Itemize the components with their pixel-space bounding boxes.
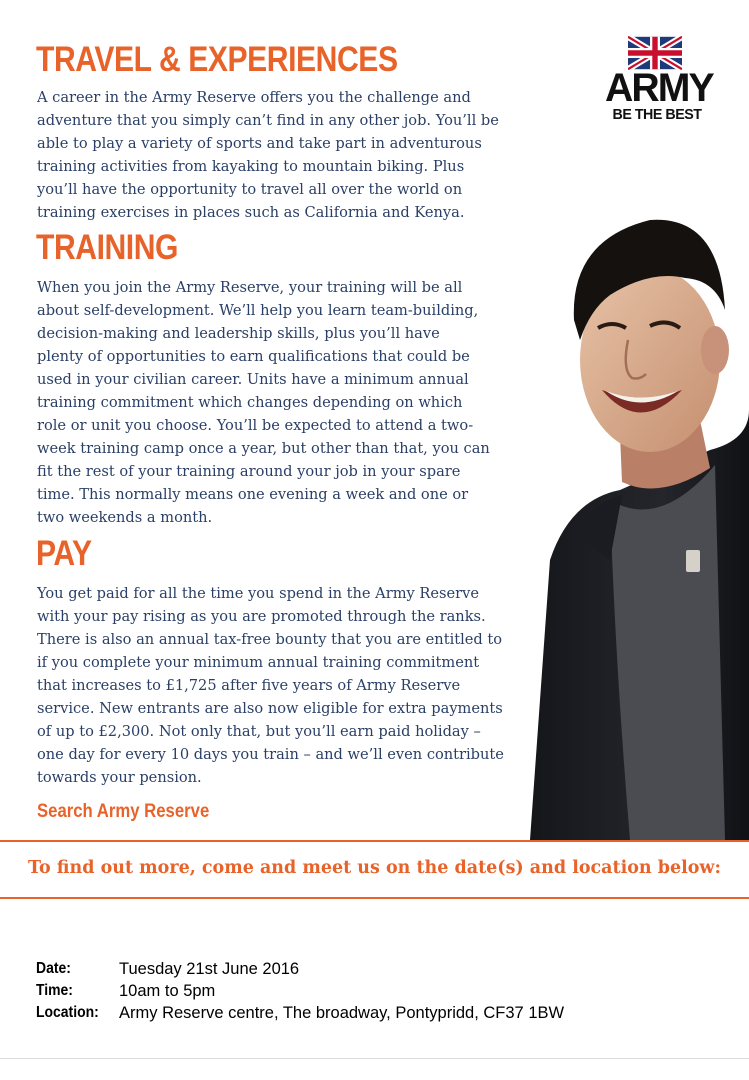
union-flag-icon (628, 36, 682, 70)
page-edge-line (0, 1058, 749, 1059)
text-line: service. New entrants are also now eligible for extra payments (37, 700, 503, 717)
text-line: training exercises in places such as California and Kenya. (37, 204, 465, 221)
text-line: able to play a variety of sports and take part in adventurous (37, 135, 482, 152)
text-line: You get paid for all the time you spend in the Army Reserve (37, 585, 480, 602)
search-army-reserve-callout: Search Army Reserve (37, 801, 210, 822)
logo-tagline: BE THE BEST (612, 106, 702, 123)
text-line: training commitment which changes depending on which (37, 394, 463, 411)
time-value: 10am to 5pm (119, 982, 216, 1000)
find-out-more-banner: To find out more, come and meet us on the date(s) and location below: (28, 858, 721, 878)
heading-travel-experiences: TRAVEL & EXPERIENCES (36, 40, 398, 79)
text-line: adventure that you simply can’t find in any other job. You’ll be (37, 112, 499, 129)
heading-pay: PAY (36, 534, 92, 573)
location-label: Location: (36, 1004, 99, 1021)
text-line: two weekends a month. (37, 509, 213, 526)
location-value: Army Reserve centre, The broadway, Pontypridd, CF37 1BW (119, 1004, 565, 1022)
logo-wordmark: ARMY (605, 66, 713, 110)
text-line: towards your pension. (37, 769, 202, 786)
army-logo (604, 36, 714, 126)
text-line: one day for every 10 days you train – and we’ll even contribute (37, 746, 504, 763)
text-line: used in your civilian career. Units have a minimum annual (37, 371, 469, 388)
recruit-photo (510, 200, 749, 840)
text-line: training activities from kayaking to mountain biking. Plus (37, 158, 465, 175)
text-line: of up to £2,300. Not only that, but you’ll earn paid holiday – (37, 723, 481, 740)
text-line: if you complete your minimum annual training commitment (37, 654, 480, 671)
text-line: role or unit you choose. You’ll be expected to attend a two- (37, 417, 474, 434)
date-value: Tuesday 21st June 2016 (119, 960, 300, 978)
text-line: week training camp once a year, but other than that, you can (37, 440, 490, 457)
paragraph-pay (37, 582, 504, 789)
paragraph-travel (37, 86, 499, 224)
text-line: There is also an annual tax-free bounty that you are entitled to (37, 631, 503, 648)
text-line: you’ll have the opportunity to travel all over the world on (37, 181, 463, 198)
text-line: plenty of opportunities to earn qualifications that could be (37, 348, 470, 365)
text-line: When you join the Army Reserve, your training will be all (37, 279, 463, 296)
text-line: about self-development. We’ll help you learn team-building, (37, 302, 479, 319)
paragraph-training (37, 276, 490, 529)
text-line: A career in the Army Reserve offers you the challenge and (37, 89, 471, 106)
date-label: Date: (36, 960, 71, 977)
time-label: Time: (36, 982, 73, 999)
text-line: decision-making and leadership skills, plus you’ll have (37, 325, 440, 342)
text-line: with your pay rising as you are promoted through the ranks. (37, 608, 486, 625)
heading-training: TRAINING (36, 228, 179, 267)
text-line: time. This normally means one evening a week and one or (37, 486, 469, 503)
divider-line (0, 840, 749, 842)
divider-line (0, 897, 749, 899)
text-line: that increases to £1,725 after five years of Army Reserve (37, 677, 461, 694)
text-line: fit the rest of your training around your job in your spare (37, 463, 461, 480)
